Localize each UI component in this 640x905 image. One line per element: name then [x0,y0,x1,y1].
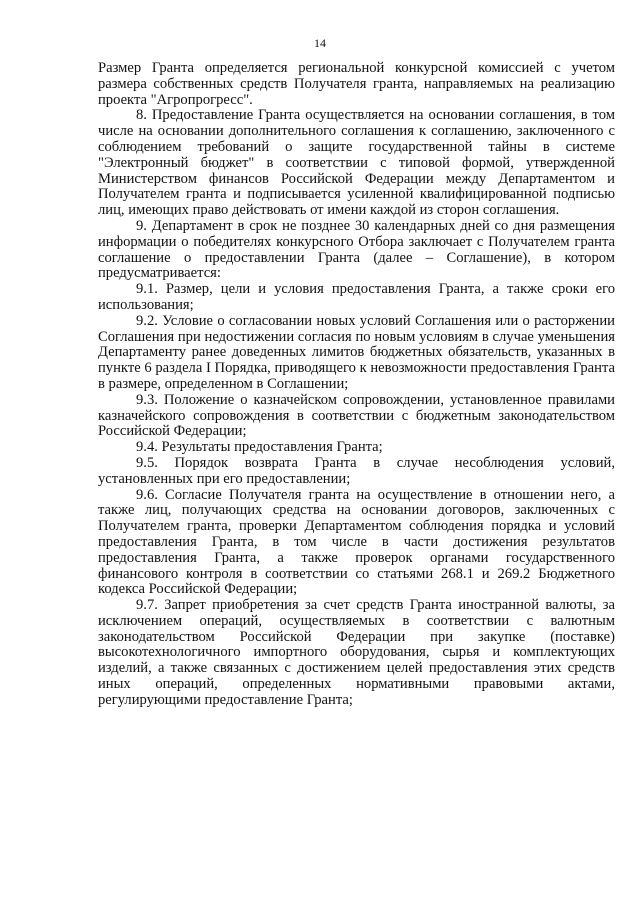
paragraph-9-1: 9.1. Размер, цели и условия предоставления Гранта, а также сроки его использования; [98,281,615,313]
paragraph-9-2: 9.2. Условие о согласовании новых условий Соглашения или о расторжении Соглашения при недостижении согласия по новым условиям в случае уменьшения Департаменту ранее доведенных лимитов бюджетных обязательств, указанных в пункте 6 раздела I Порядка, приводящего к невозможности предоставления Гранта в размере, определенном в Соглашении; [98,312,615,392]
page-number: 14 [314,36,326,50]
document-body [98,61,615,709]
paragraph-9-3: 9.3. Положение о казначейском сопровождении, установленное правилами казначейского сопровождения в соответствии с бюджетным законодательством Российской Федерации; [98,391,615,440]
paragraph-9-5: 9.5. Порядок возврата Гранта в случае несоблюдения условий, установленных при его предоставлении; [98,454,615,487]
paragraph-9: 9. Департамент в срок не позднее 30 календарных дней со дня размещения информации о победителях конкурсного Отбора заключает с Получателем гранта соглашение о предоставлении Гранта (далее – Соглашение), в котором предусматривается: [98,217,615,282]
paragraph-grant-size: Размер Гранта определяется региональной конкурсной комиссией с учетом размера собственных средств Получателя гранта, направляемых на реализацию проекта "Агропрогресс". [98,60,615,108]
paragraph-9-4: 9.4. Результаты предоставления Гранта; [136,439,383,456]
paragraph-9-6: 9.6. Согласие Получателя гранта на осуществление в отношении него, а также лиц, получающих средства на основании договоров, заключенных с Получателем гранта, проверки Департаментом соблюдения порядка и условий предоставления Гранта, в том числе в части достижения результатов предоставления Гранта, а также проверок органами государственного финансового контроля в соответствии со статьями 268.1 и 269.2 Бюджетного кодекса Российской Федерации; [98,486,615,598]
paragraph-9-7: 9.7. Запрет приобретения за счет средств Гранта иностранной валюты, за исключением операций, осуществляемых в соответствии с валютным законодательством Российской Федерации при закупке (поставке) высокотехнологичного импортного оборудования, сырья и комплектующих изделий, а также связанных с достижением целей предоставления этих средств иных операций, определенных нормативными правовыми актами, регулирующими предоставление Гранта; [98,597,615,708]
paragraph-8: 8. Предоставление Гранта осуществляется на основании соглашения, в том числе на основании дополнительного соглашения к соглашению, заключенного с соблюдением требований о защите государственной тайны в системе "Электронный бюджет" в соответствии с типовой формой, утвержденной Министерством финансов Российской Федерации между Департаментом и Получателем гранта и подписывается усиленной квалифицированной подписью лиц, имеющих право действовать от имени каждой из сторон соглашения. [98,107,615,219]
